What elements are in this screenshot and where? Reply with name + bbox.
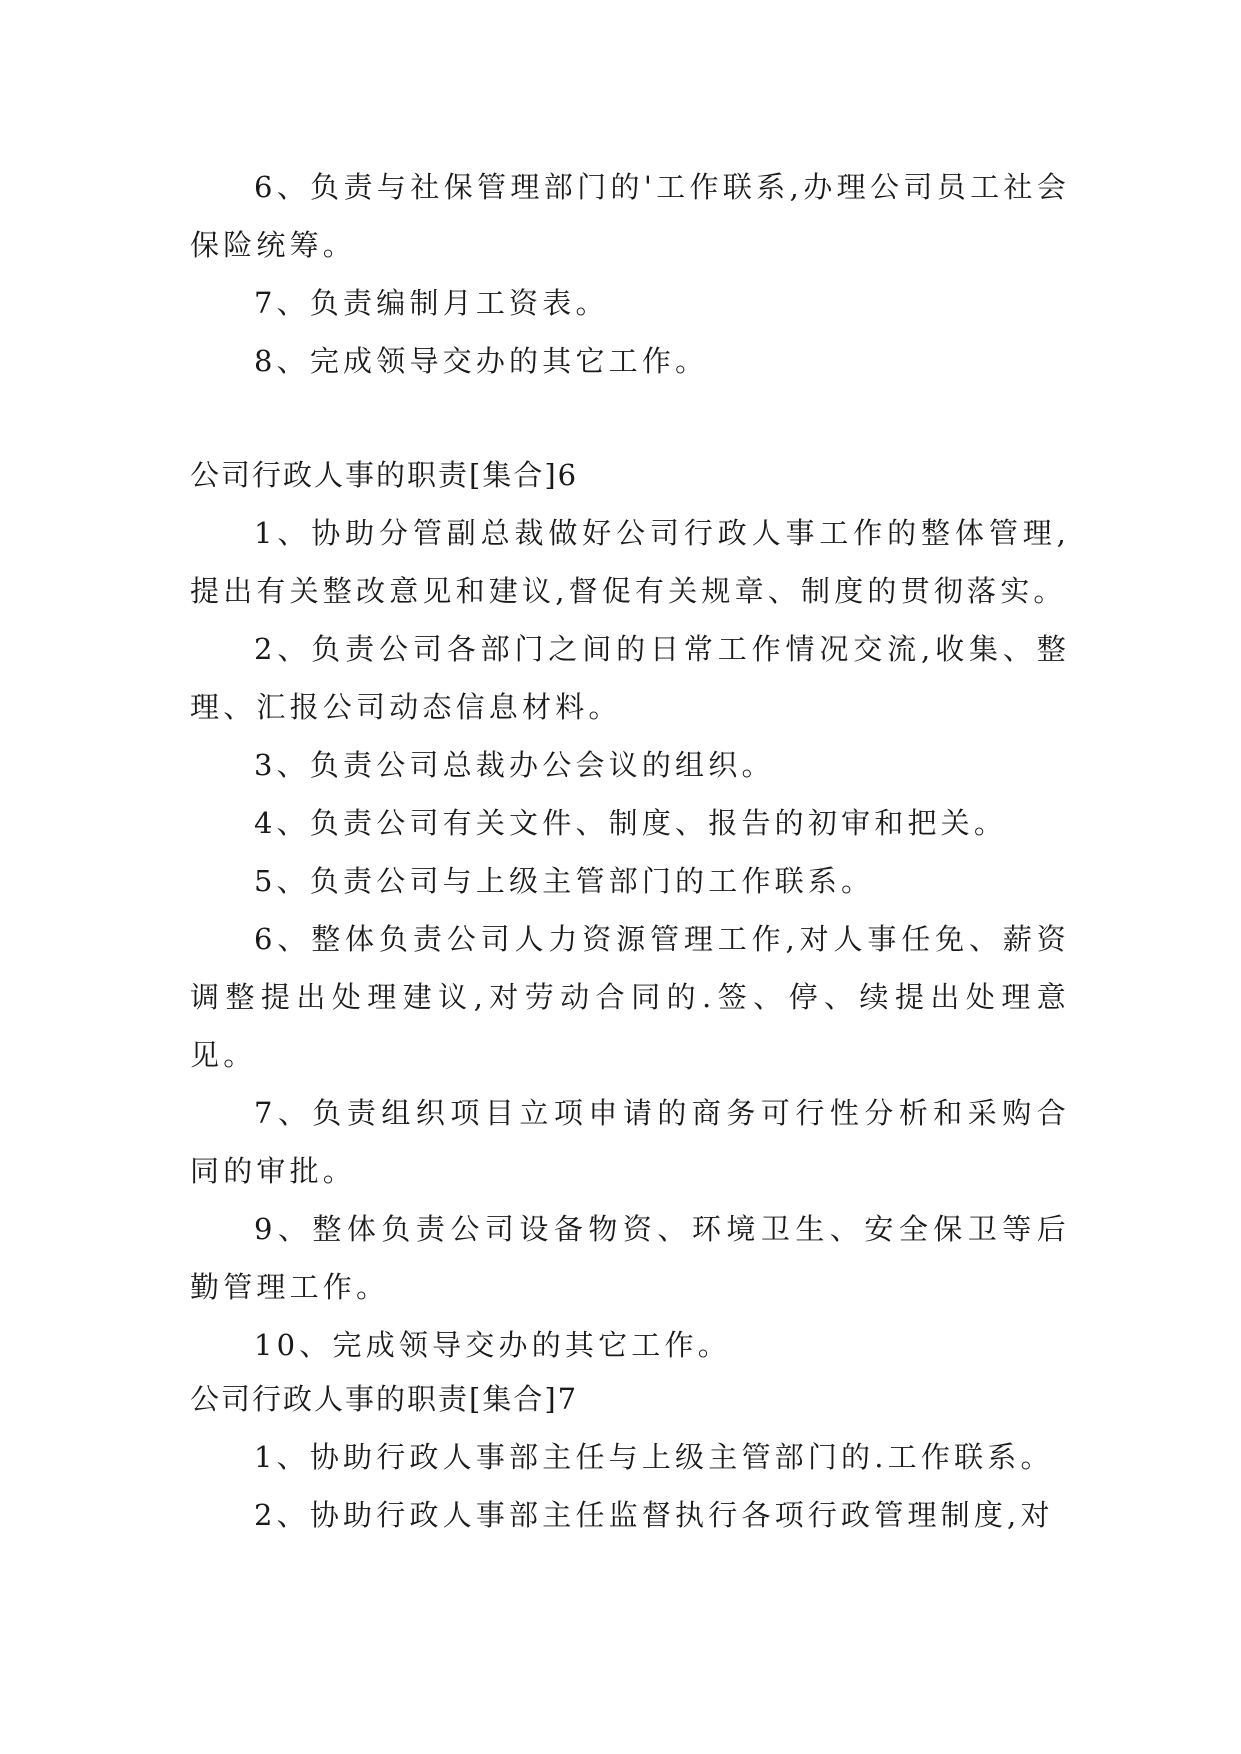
- list-item: 1、协助分管副总裁做好公司行政人事工作的整体管理,提出有关整改意见和建议,督促有关规章、制度的贯彻落实。: [190, 516, 1070, 608]
- list-item: 2、负责公司各部门之间的日常工作情况交流,收集、整理、汇报公司动态信息材料。: [190, 632, 1070, 724]
- list-item: 9、整体负责公司设备物资、环境卫生、安全保卫等后勤管理工作。: [190, 1212, 1070, 1304]
- section-heading: 公司行政人事的职责[集合]6: [190, 458, 579, 492]
- list-item: 2、协助行政人事部主任监督执行各项行政管理制度,对: [254, 1498, 1054, 1532]
- list-item: 7、负责编制月工资表。: [254, 286, 609, 320]
- section-6: [190, 446, 1070, 1374]
- list-item: 6、负责与社保管理部门的'工作联系,办理公司员工社会保险统筹。: [190, 170, 1070, 262]
- list-item: 4、负责公司有关文件、制度、报告的初审和把关。: [254, 806, 1008, 840]
- list-item: 6、整体负责公司人力资源管理工作,对人事任免、薪资调整提出处理建议,对劳动合同的.签、停、续提出处理意见。: [190, 922, 1070, 1072]
- section-prev: [190, 158, 1070, 390]
- list-item: 7、负责组织项目立项申请的商务可行性分析和采购合同的审批。: [190, 1096, 1070, 1188]
- section-7: [190, 1370, 1070, 1544]
- list-item: 8、完成领导交办的其它工作。: [254, 344, 709, 378]
- list-item: 10、完成领导交办的其它工作。: [254, 1328, 731, 1362]
- section-heading: 公司行政人事的职责[集合]7: [190, 1382, 579, 1416]
- list-item: 5、负责公司与上级主管部门的工作联系。: [254, 864, 875, 898]
- list-item: 1、协助行政人事部主任与上级主管部门的.工作联系。: [254, 1440, 1054, 1474]
- list-item: 3、负责公司总裁办公会议的组织。: [254, 748, 775, 782]
